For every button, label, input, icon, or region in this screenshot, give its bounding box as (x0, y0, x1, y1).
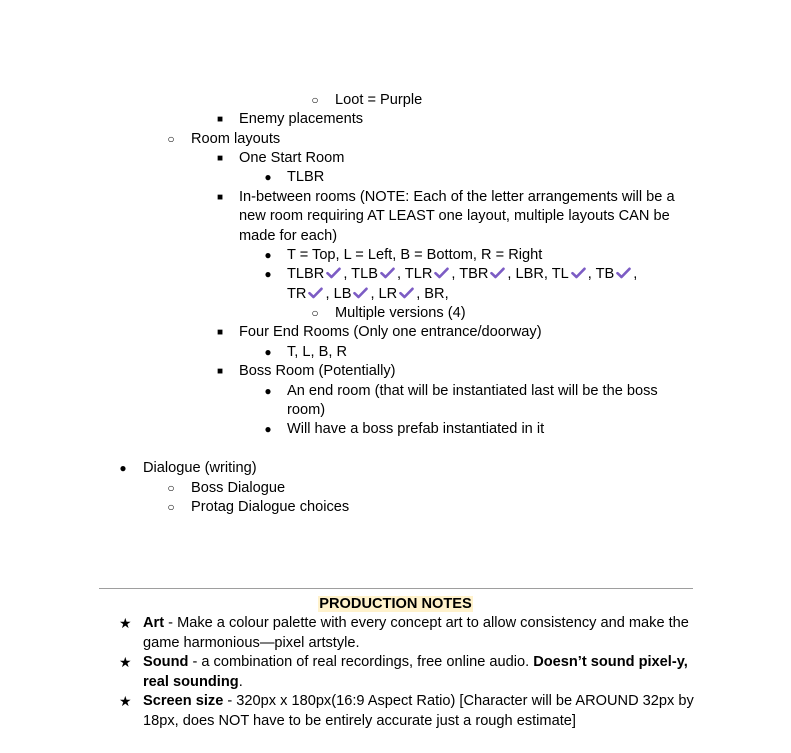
list-item-protag-dialogue: Protag Dialogue choices (191, 499, 350, 515)
check-icon (308, 287, 323, 299)
list-item-in-between-2: new room requiring AT LEAST one layout, multiple layouts CAN be (239, 208, 670, 224)
hollow-bullet-icon: ○ (311, 306, 319, 320)
list-item-boss-dialogue: Boss Dialogue (191, 480, 286, 496)
list-item-end-rooms: Four End Rooms (Only one entrance/doorway) (239, 324, 542, 340)
list-item-boss-prefab: Will have a boss prefab instantiated in it (287, 421, 545, 437)
check-icon (380, 267, 395, 279)
list-item-multiple-versions: Multiple versions (4) (335, 305, 466, 321)
list-item-boss-detail-2: room) (287, 402, 326, 418)
star-bullet-icon: ★ (119, 615, 132, 631)
check-icon (571, 267, 586, 279)
square-bullet-icon: ■ (216, 366, 224, 377)
square-bullet-icon: ■ (216, 114, 224, 125)
list-item-start-room: One Start Room (239, 150, 345, 166)
note-screen-size: Screen size - 320px x 180px(16:9 Aspect Ratio) [Character will be AROUND 32px by 18px, does NOT have to be entirely accurate just a rough estimate] (143, 693, 694, 729)
list-item-combos-1: TLBR , TLB , TLR , TBR , LBR, TL , TB , (287, 266, 638, 282)
list-item-in-between-3: made for each) (239, 228, 338, 244)
list-item-dialogue: Dialogue (writing) (143, 460, 257, 476)
square-bullet-icon: ■ (216, 153, 224, 164)
square-bullet-icon: ■ (216, 192, 224, 203)
list-item-combos-2: TR , LB , LR , BR, (287, 286, 449, 302)
dot-bullet-icon: ● (264, 170, 272, 184)
dot-bullet-icon: ● (264, 267, 272, 281)
check-icon (490, 267, 505, 279)
list-item-loot: Loot = Purple (335, 92, 423, 108)
note-art: Art - Make a colour palette with every concept art to allow consistency and make the game harmonious—pixel artstyle. (143, 615, 689, 651)
list-item-boss-room: Boss Room (Potentially) (239, 363, 396, 379)
hollow-bullet-icon: ○ (167, 500, 175, 514)
dot-bullet-icon: ● (264, 422, 272, 436)
square-bullet-icon: ■ (216, 327, 224, 338)
list-item-end-rooms-list: T, L, B, R (287, 344, 348, 360)
list-item-legend: T = Top, L = Left, B = Bottom, R = Right (287, 247, 543, 263)
list-item-enemy-placements: Enemy placements (239, 111, 364, 127)
dot-bullet-icon: ● (264, 248, 272, 262)
hollow-bullet-icon: ○ (311, 93, 319, 107)
check-icon (616, 267, 631, 279)
list-item-room-layouts: Room layouts (191, 131, 281, 147)
list-item-boss-detail-1: An end room (that will be instantiated last will be the boss (287, 383, 658, 399)
dot-bullet-icon: ● (264, 345, 272, 359)
check-icon (326, 267, 341, 279)
dot-bullet-icon: ● (119, 461, 127, 475)
dot-bullet-icon: ● (264, 384, 272, 398)
list-item-in-between-1: In-between rooms (NOTE: Each of the letter arrangements will be a (239, 189, 675, 205)
hollow-bullet-icon: ○ (167, 132, 175, 146)
star-bullet-icon: ★ (119, 693, 132, 709)
note-sound: Sound - a combination of real recordings, free online audio. Doesn’t sound pixel-y, real sounding. (143, 654, 688, 690)
production-heading-row (0, 595, 791, 615)
production-heading: PRODUCTION NOTES (319, 596, 472, 612)
check-icon (399, 287, 414, 299)
check-icon (353, 287, 368, 299)
check-icon (434, 267, 449, 279)
list-item-tlbr: TLBR (287, 169, 325, 185)
hollow-bullet-icon: ○ (167, 481, 175, 495)
star-bullet-icon: ★ (119, 654, 132, 670)
horizontal-divider (99, 588, 693, 589)
